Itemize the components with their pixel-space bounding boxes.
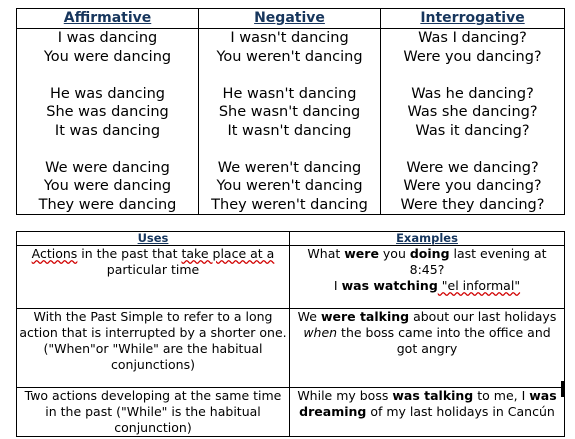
use-text: With the Past Simple to refer to a long action that is interrupted by a shorter one.("When"or "While" are the habitual conjunctions) [19, 309, 287, 372]
header-negative: Negative [199, 9, 381, 29]
table-row [17, 246, 565, 309]
table-row [17, 309, 565, 388]
conjugation-line: Was she dancing? [407, 104, 538, 120]
conjugation-line: Was I dancing? [418, 30, 527, 46]
use-cell [17, 309, 290, 388]
example-verb: were talking [320, 309, 410, 324]
conjugation-line: He wasn't dancing [222, 85, 357, 102]
example-conjunction: when [303, 325, 338, 340]
conjugation-line: We weren't dancing [217, 159, 362, 176]
conjugation-line: They weren't dancing [211, 196, 368, 213]
example-verb: were [344, 246, 379, 261]
conjugation-line: You were dancing [43, 178, 172, 194]
interrogative-column [381, 29, 565, 215]
example-text: I [333, 278, 342, 293]
conjugation-line: It was dancing [54, 122, 161, 139]
conjugation-line: She wasn't dancing [218, 104, 361, 120]
example-cell [290, 246, 565, 309]
header-examples: Examples [290, 232, 565, 246]
example-cell [290, 388, 565, 437]
example-text: What [307, 246, 345, 261]
uses-table [16, 231, 565, 437]
use-text: Actions [31, 246, 78, 261]
conjugation-line: You weren't dancing [216, 178, 363, 194]
conjugation-table [16, 8, 565, 215]
conjugation-line: Was he dancing? [411, 85, 534, 102]
header-affirmative: Affirmative [17, 9, 199, 29]
example-verb: was watching [341, 278, 438, 293]
table-row [17, 388, 565, 437]
conjugation-line: Was it dancing? [415, 122, 530, 139]
conjugation-line: He was dancing [49, 85, 166, 102]
affirmative-column [17, 29, 199, 215]
example-cell [290, 309, 565, 388]
use-text: in the past that [77, 246, 182, 261]
use-text: take place at a [181, 246, 275, 261]
header-interrogative: Interrogative [381, 9, 565, 29]
conjugation-line: We were dancing [45, 159, 170, 176]
example-text: the boss came into the office and got angry [337, 325, 551, 356]
use-text: particular time [106, 262, 200, 277]
example-text: of my last holidays in Cancún [366, 404, 555, 419]
example-text: "el informal" [437, 278, 521, 293]
example-text: about our last holidays [409, 309, 557, 324]
example-text: to me, I [473, 388, 530, 403]
use-cell [17, 246, 290, 309]
example-verb: doing [409, 246, 450, 261]
conjugation-line: Were they dancing? [400, 196, 545, 213]
conjugation-line: Were you dancing? [403, 178, 542, 194]
use-cell [17, 388, 290, 437]
negative-column [199, 29, 381, 215]
conjugation-line: Were you dancing? [403, 48, 542, 65]
example-text: last evening at 8:45? [409, 246, 547, 277]
example-text: you [378, 246, 410, 261]
example-verb: was dreaming [299, 388, 557, 419]
conjugation-line: She was dancing [46, 104, 169, 120]
example-text: We [297, 309, 321, 324]
conjugation-line: You weren't dancing [216, 48, 363, 65]
margin-mark [561, 381, 564, 397]
conjugation-line: They were dancing [38, 196, 177, 213]
example-text: While my boss [297, 388, 393, 403]
conjugation-line: It wasn't dancing [227, 122, 352, 139]
example-verb: was talking [392, 388, 474, 403]
conjugation-line: You were dancing [43, 48, 172, 65]
conjugation-line: I was dancing [57, 30, 158, 46]
header-uses: Uses [17, 232, 290, 246]
conjugation-line: Were we dancing? [406, 159, 539, 176]
use-text: Two actions developing at the same time in the past ("While" is the habitual conjunction) [24, 388, 282, 435]
conjugation-line: I wasn't dancing [230, 30, 349, 46]
